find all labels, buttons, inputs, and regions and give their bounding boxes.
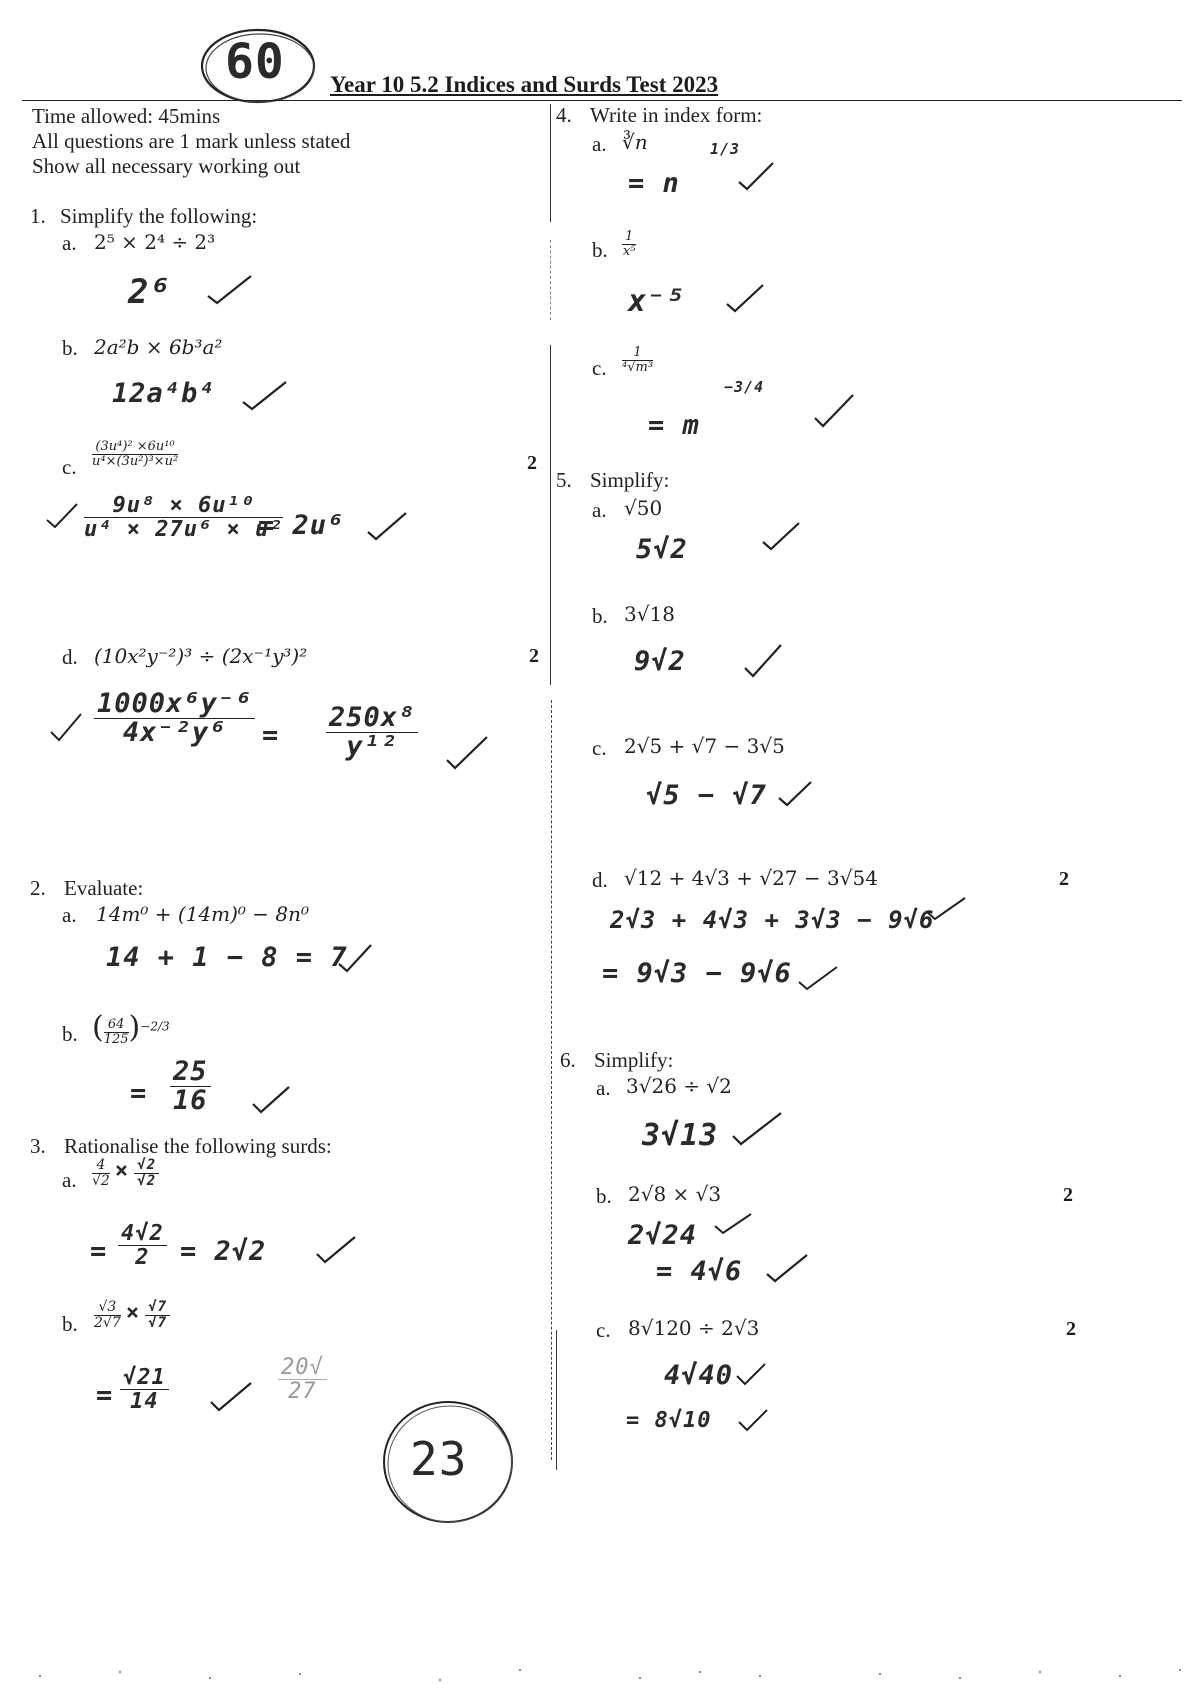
q5d-expression: √12 + 4√3 + √27 − 3√54 <box>624 866 878 890</box>
q2a-tick-icon <box>336 940 374 974</box>
q1b-label: b. <box>62 336 78 360</box>
scan-noise <box>0 1660 1200 1690</box>
q4c-answer-exponent: −3/4 <box>724 378 765 396</box>
column-divider-bottom <box>556 1330 557 1470</box>
q6a-tick-icon <box>730 1108 784 1148</box>
q3b-expression: $\frac{√3}{2√7}$ × $\frac{√7}{√7}$ <box>94 1300 170 1330</box>
q5-prompt: Simplify: <box>590 468 670 492</box>
column-divider-main <box>550 345 551 685</box>
q5c-tick-icon <box>776 778 814 808</box>
q5c-answer: √5 − √7 <box>646 780 767 811</box>
column-divider-top <box>550 104 551 222</box>
q1c-working: $\frac{\text{9u⁸ × 6u¹⁰}}{\text{u⁴ × 27u⁶ × u²}}$ <box>84 493 284 543</box>
q4c-tick-icon <box>812 390 856 430</box>
working-note: Show all necessary working out <box>32 154 301 178</box>
q3a-answer: = 2√2 <box>180 1236 267 1267</box>
q3b-faint-note: $\frac{20√}{27}$ <box>278 1356 327 1403</box>
q2b-exponent: −2/3 <box>140 1019 170 1034</box>
q5a-label: a. <box>592 498 607 522</box>
q3a-expression: $\frac{4}{√2}$ × $\frac{√2}{√2}$ <box>92 1158 159 1188</box>
q1c-tick-icon <box>365 508 409 542</box>
q6c-answer: = 8√10 <box>626 1408 712 1433</box>
q6c-working-tick-icon <box>734 1360 768 1388</box>
q1d-expression: (10x²y⁻²)³ ÷ (2x⁻¹y³)² <box>94 644 308 668</box>
q1d-tick-icon <box>444 732 490 772</box>
q4-prompt: Write in index form: <box>590 103 763 127</box>
q4a-expression: ∛n <box>622 130 648 154</box>
q1d-equals: = <box>262 720 280 751</box>
q3a-tick-icon <box>314 1232 358 1266</box>
column-divider-mid <box>550 240 551 320</box>
q5-number: 5. <box>556 468 572 492</box>
q4a-label: a. <box>592 132 607 156</box>
q3a-label: a. <box>62 1168 77 1192</box>
q3-number: 3. <box>30 1134 46 1158</box>
q6b-working: 2√24 <box>628 1220 698 1251</box>
page-title: Year 10 5.2 Indices and Surds Test 2023 <box>330 72 719 97</box>
q6c-working: 4√40 <box>664 1360 734 1391</box>
q6a-expression: 3√26 ÷ √2 <box>626 1074 732 1098</box>
time-allowed: Time allowed: 45mins <box>32 104 221 128</box>
q2-number: 2. <box>30 876 46 900</box>
q6a-answer: 3√13 <box>642 1118 719 1153</box>
q4a-answer: = n <box>628 168 680 199</box>
q2b-answer: $\frac{25}{16}$ <box>170 1058 211 1116</box>
q1c-side-tick-icon <box>44 500 80 530</box>
q1c-denominator: u⁴×(3u²)³×u² <box>92 453 179 469</box>
q1a-tick-icon <box>205 270 255 306</box>
q5b-label: b. <box>592 604 608 628</box>
q6b-expression: 2√8 × √3 <box>628 1182 722 1206</box>
q3b-equals: = <box>96 1380 114 1411</box>
q3a-working: $\frac{4√2}{2}$ <box>118 1222 167 1269</box>
title-rule <box>22 100 1182 101</box>
q5b-expression: 3√18 <box>624 602 675 626</box>
q1d-working: $\frac{\text{1000x⁶y⁻⁶}}{\text{4x⁻²y⁶}}$ <box>94 690 255 748</box>
q5b-tick-icon <box>742 640 784 680</box>
q6b-working-tick-icon <box>712 1210 754 1236</box>
q2b-equals: = <box>130 1078 148 1109</box>
q2b-tick-icon <box>250 1082 292 1116</box>
q3b-tick-icon <box>208 1378 254 1414</box>
q4a-answer-exponent: 1/3 <box>710 140 741 158</box>
q4c-label: c. <box>592 356 607 380</box>
q6c-label: c. <box>596 1318 611 1342</box>
q5b-answer: 9√2 <box>634 646 686 677</box>
q2a-answer: 14 + 1 − 8 = 7 <box>106 942 348 973</box>
q1-number: 1. <box>30 204 46 228</box>
total-score-value: 60 <box>225 34 285 90</box>
q4b-tick-icon <box>724 280 766 314</box>
q6-number: 6. <box>560 1048 576 1072</box>
q6c-answer-tick-icon <box>736 1406 770 1434</box>
q6a-label: a. <box>596 1076 611 1100</box>
q1d-answer: $\frac{\text{250x⁸}}{\text{y¹²}}$ <box>326 704 418 762</box>
q5d-answer: = 9√3 − 9√6 <box>602 958 792 989</box>
q5a-expression: √50 <box>624 496 663 520</box>
q1a-label: a. <box>62 231 77 255</box>
q6b-answer-tick-icon <box>764 1250 810 1284</box>
q1a-answer: 2⁶ <box>128 272 171 312</box>
q2b-label: b. <box>62 1022 78 1046</box>
q1b-tick-icon <box>240 376 290 412</box>
q6b-marks: 2 <box>1063 1184 1073 1206</box>
q5a-tick-icon <box>760 518 802 552</box>
q1a-expression: 2⁵ × 2⁴ ÷ 2³ <box>94 230 216 254</box>
q1c-label: c. <box>62 455 77 479</box>
q5d-label: d. <box>592 868 608 892</box>
q5a-answer: 5√2 <box>636 534 688 565</box>
q5c-label: c. <box>592 736 607 760</box>
q1d-side-tick-icon <box>48 710 84 744</box>
q1c-marks: 2 <box>527 452 537 474</box>
q2-prompt: Evaluate: <box>64 876 144 900</box>
q5d-tick-icon <box>924 894 968 922</box>
q3a-equals: = <box>90 1236 108 1267</box>
q4c-expression: $\frac{1}{\text{⁴√m³}}$ <box>622 345 654 375</box>
q5d-answer-tick-icon <box>796 962 840 992</box>
q1d-label: d. <box>62 645 78 669</box>
q1d-marks: 2 <box>529 645 539 667</box>
q3b-label: b. <box>62 1312 78 1336</box>
q5d-marks: 2 <box>1059 868 1069 890</box>
q1-prompt: Simplify the following: <box>60 204 258 228</box>
section-score-value: 23 <box>410 1432 468 1486</box>
q5c-expression: 2√5 + √7 − 3√5 <box>624 734 785 758</box>
q3-prompt: Rationalise the following surds: <box>64 1134 332 1158</box>
q4b-expression: $\frac{1}{\text{x⁵}}$ <box>622 229 636 259</box>
q1c-answer: = 2u⁶ <box>258 510 345 541</box>
q4c-answer: = m <box>648 410 700 441</box>
q3b-working: $\frac{√21}{14}$ <box>120 1366 169 1413</box>
q4b-answer: x⁻⁵ <box>628 284 686 319</box>
q2a-expression: 14m⁰ + (14m)⁰ − 8n⁰ <box>96 902 310 926</box>
q2b-expression: ( $\frac{64}{125}$ )$^{-2/3}$ <box>92 1010 170 1047</box>
q2a-label: a. <box>62 903 77 927</box>
q6-prompt: Simplify: <box>594 1048 674 1072</box>
q1c-expression <box>92 440 178 468</box>
q6b-label: b. <box>596 1184 612 1208</box>
marks-note: All questions are 1 mark unless stated <box>32 129 351 153</box>
q6c-expression: 8√120 ÷ 2√3 <box>628 1316 760 1340</box>
q6b-answer: = 4√6 <box>656 1256 743 1287</box>
q4b-label: b. <box>592 238 608 262</box>
q5d-working: 2√3 + 4√3 + 3√3 − 9√6 <box>610 906 935 934</box>
column-divider-lower <box>551 700 552 1460</box>
q4-number: 4. <box>556 103 572 127</box>
q4a-tick-icon <box>736 158 776 192</box>
q1b-answer: 12a⁴b⁴ <box>112 378 216 409</box>
q6c-marks: 2 <box>1066 1318 1076 1340</box>
q1c-numerator: (3u⁴)² ×6u¹⁰ <box>92 440 178 455</box>
q1b-expression: 2a²b × 6b³a² <box>94 335 223 359</box>
